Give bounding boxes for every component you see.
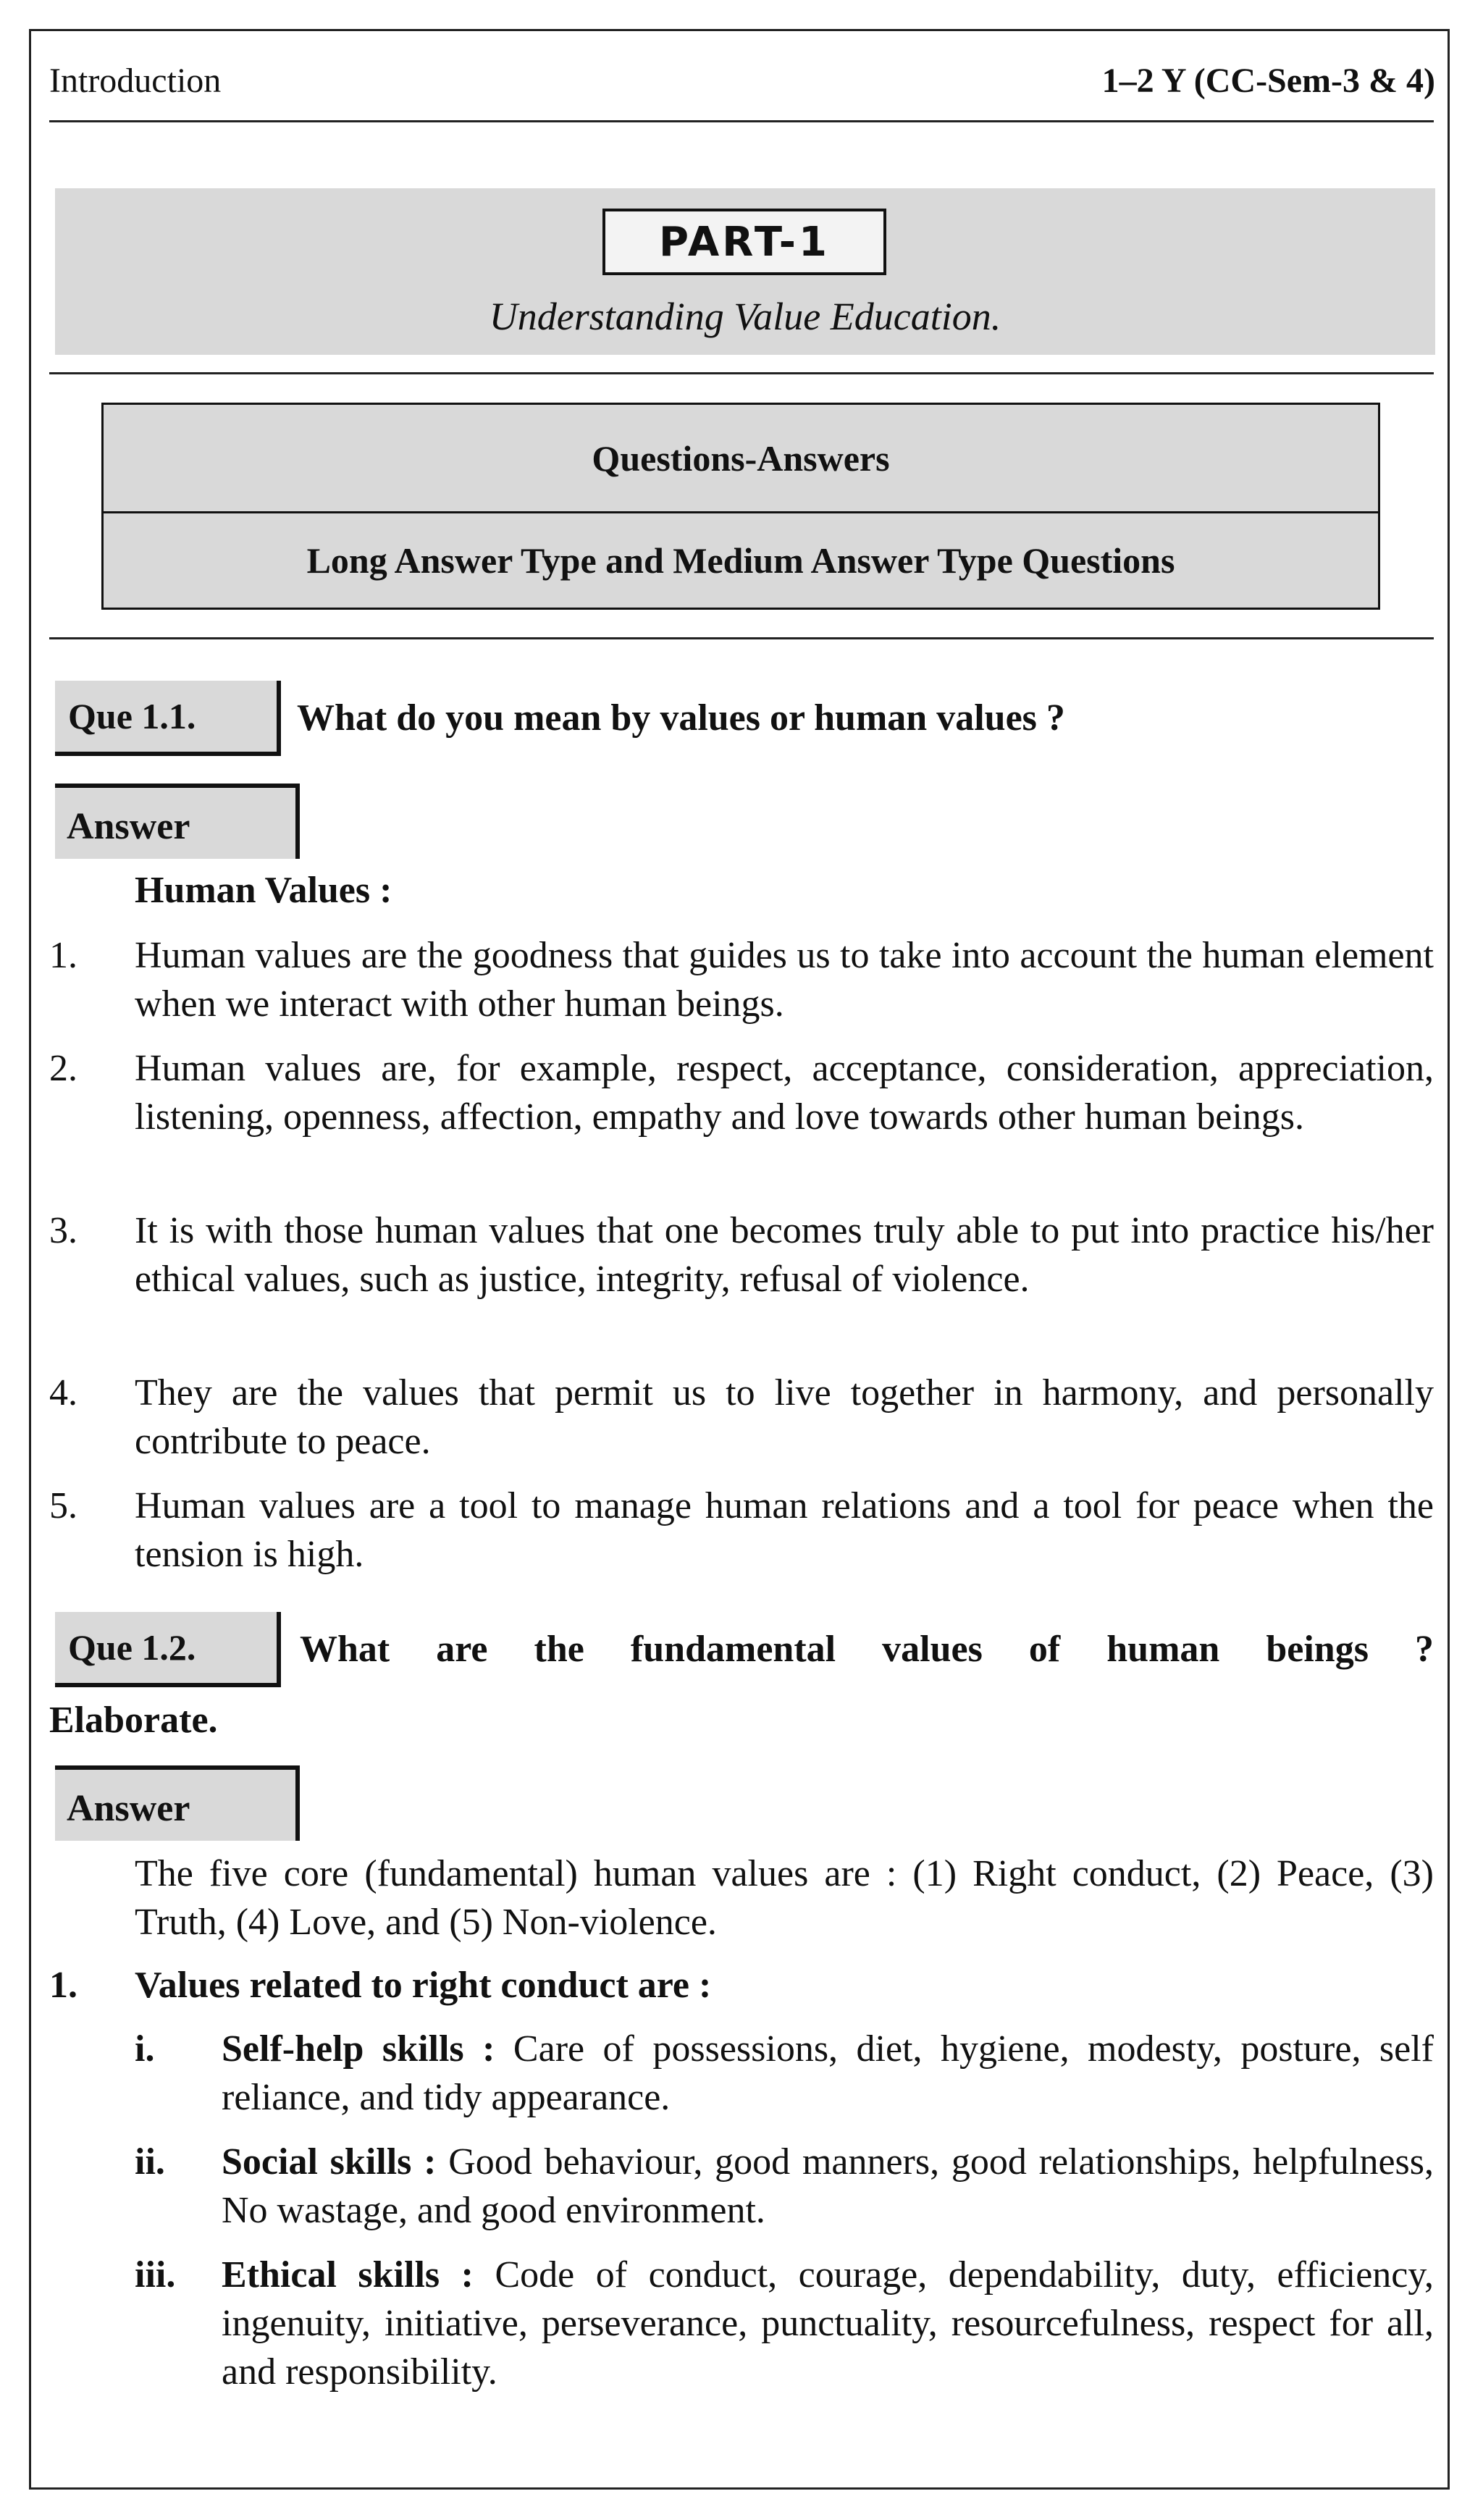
list-item: It is with those human values that one becomes truly able to put into practice his/her ethical values, such as justice, integrity, refusal of violence.	[135, 1210, 1434, 1300]
list-number: 1.	[49, 935, 77, 976]
sub-list-number: ii.	[135, 2141, 165, 2183]
list-item: Human values are a tool to manage human relations and a tool for peace when the tension is high.	[135, 1485, 1434, 1575]
qa-subtitle: Long Answer Type and Medium Answer Type Questions	[306, 540, 1175, 581]
sub-list-term: Ethical skills :	[222, 2254, 474, 2296]
sub-list-item	[222, 2251, 1434, 2396]
sub-list-number: i.	[135, 2028, 155, 2070]
answer-intro: The five core (fundamental) human values are : (1) Right conduct, (2) Peace, (3) Truth, (4) Love, and (5) Non-violence.	[135, 1853, 1434, 1943]
answer-heading: Human Values :	[135, 870, 392, 911]
question-label: Que 1.2.	[55, 1612, 281, 1687]
list-number: 5.	[49, 1485, 77, 1526]
list-number: 3.	[49, 1210, 77, 1251]
header-code: 1–2 Y (CC-Sem-3 & 4)	[1101, 62, 1435, 100]
question-text: What do you mean by values or human values ?	[297, 697, 1065, 739]
question-text: What are the fundamental values of human beings ?	[300, 1629, 1434, 1670]
list-number: 2.	[49, 1048, 77, 1089]
sub-list-item	[222, 2138, 1434, 2235]
question-text-continued: Elaborate.	[49, 1700, 218, 1741]
sub-list-number: iii.	[135, 2254, 176, 2296]
part-label: PART-1	[602, 209, 886, 275]
header-rule	[49, 120, 1434, 122]
header-section: Introduction	[49, 62, 222, 100]
sub-list-text: Care of possessions, diet, hygiene, modesty, posture, self reliance, and tidy appearance.	[222, 2028, 1434, 2118]
list-item: Human values are, for example, respect, acceptance, consideration, appreciation, listening, openness, affection, empathy and love towards other human beings.	[135, 1048, 1434, 1138]
list-item-heading: Values related to right conduct are :	[135, 1965, 712, 2006]
part-subtitle: Understanding Value Education.	[489, 295, 1001, 338]
answer-label: Answer	[55, 1765, 300, 1841]
sub-list-term: Social skills :	[222, 2141, 437, 2183]
list-number: 4.	[49, 1372, 77, 1414]
qa-title: Questions-Answers	[104, 405, 1378, 513]
divider	[49, 637, 1434, 639]
sub-list-text: Code of conduct, courage, dependability, duty, efficiency, ingenuity, initiative, perseverance, punctuality, resourcefulness, respect for all, and responsibility.	[222, 2254, 1434, 2393]
list-number: 1.	[49, 1965, 77, 2006]
divider	[49, 372, 1434, 374]
list-item: They are the values that permit us to live together in harmony, and personally contribute to peace.	[135, 1372, 1434, 1462]
sub-list-item	[222, 2025, 1434, 2122]
sub-list-text: Good behaviour, good manners, good relationships, helpfulness, No wastage, and good environment.	[222, 2141, 1434, 2231]
question-label: Que 1.1.	[55, 681, 281, 756]
answer-label: Answer	[55, 784, 300, 859]
sub-list-term: Self-help skills :	[222, 2028, 495, 2070]
qa-table	[101, 403, 1380, 610]
list-item: Human values are the goodness that guides us to take into account the human element when we interact with other human beings.	[135, 935, 1434, 1025]
